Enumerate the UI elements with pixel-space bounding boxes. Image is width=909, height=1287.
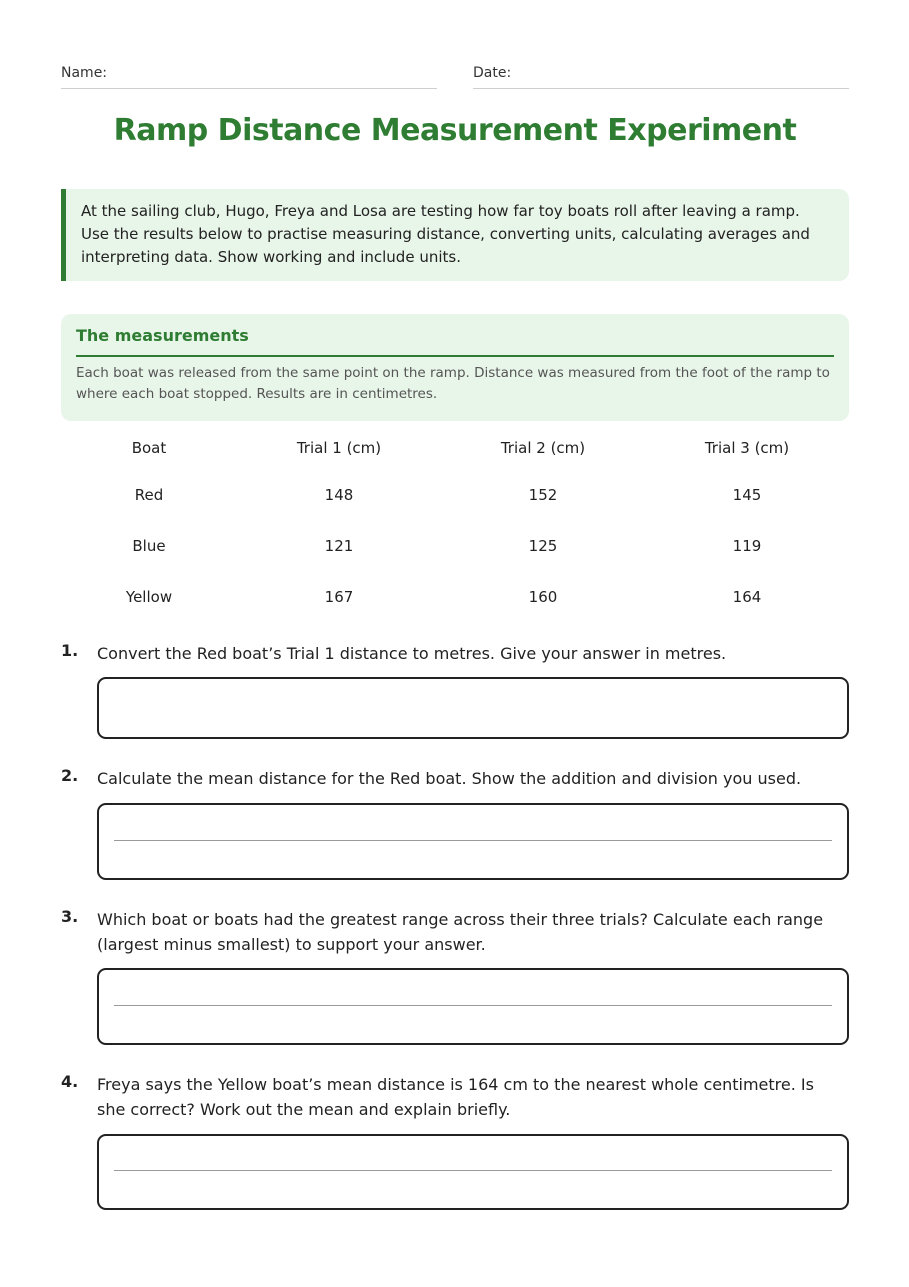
answer-box-3[interactable] [97,968,849,1045]
answer-box-2[interactable] [97,803,849,880]
table-cell: Yellow [125,587,173,606]
table-cell: 148 [324,485,354,504]
table-row [61,469,849,520]
column-header: Boat [131,438,167,457]
page-title: Ramp Distance Measurement Experiment [113,113,797,148]
date-field[interactable] [473,62,849,89]
column-header: Trial 3 (cm) [704,438,790,457]
results-table [61,426,849,622]
answer-box-1[interactable] [97,677,849,739]
table-cell: 167 [324,587,354,606]
table-cell: 164 [732,587,762,606]
table-row [61,520,849,571]
table-header-row [61,426,849,469]
table-cell: 152 [528,485,558,504]
intro-callout: At the sailing club, Hugo, Freya and Losa are testing how far toy boats roll after leaving a ramp. Use the results below to practise measuring distance, converting units, calculating averages and interpreting data. Show working and include units. [61,189,849,281]
question-text: Which boat or boats had the greatest range across their three trials? Calculate each range (largest minus smallest) to support your answer. [97,910,824,954]
question-number: 1. [61,641,79,660]
table-cell: 125 [528,536,558,555]
question-text: Calculate the mean distance for the Red boat. Show the addition and division you used. [97,769,802,788]
question-number: 3. [61,907,79,926]
measurements-panel [61,314,849,421]
name-label: Name: [61,65,108,81]
section-heading: The measurements [76,326,834,357]
name-field[interactable] [61,62,437,89]
answer-box-4[interactable] [97,1134,849,1210]
table-cell: 145 [732,485,762,504]
table-cell: 160 [528,587,558,606]
column-header: Trial 1 (cm) [296,438,382,457]
question-number: 4. [61,1072,79,1091]
table-row [61,571,849,622]
question-text: Freya says the Yellow boat’s mean distance is 164 cm to the nearest whole centimetre. Is she correct? Work out the mean and explain briefly. [97,1075,814,1119]
answer-line [114,1005,832,1006]
section-description: Each boat was released from the same point on the ramp. Distance was measured from the foot of the ramp to where each boat stopped. Results are in centimetres. [76,365,830,402]
table-cell: Red [134,485,164,504]
column-header: Trial 2 (cm) [500,438,586,457]
answer-line [114,840,832,841]
question-number: 2. [61,766,79,785]
table-cell: 119 [732,536,762,555]
table-cell: 121 [324,536,354,555]
date-label: Date: [473,65,512,81]
question-text: Convert the Red boat’s Trial 1 distance to metres. Give your answer in metres. [97,644,727,663]
answer-line [114,1170,832,1171]
table-cell: Blue [132,536,166,555]
